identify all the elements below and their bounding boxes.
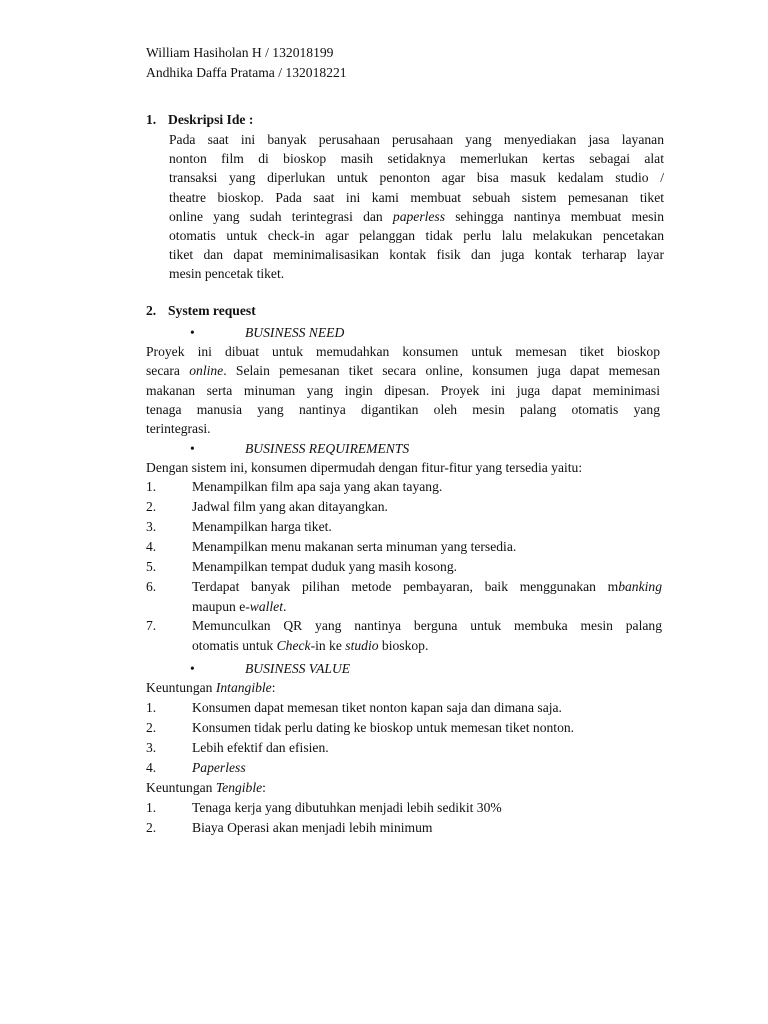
- section-1-number: 1.: [146, 112, 157, 127]
- list-item-text: Jadwal film yang akan ditayangkan.: [192, 499, 388, 514]
- list-item-number: 3.: [146, 519, 157, 534]
- bullet-icon: •: [190, 661, 195, 676]
- list-item-text: Paperless: [192, 760, 246, 775]
- list-item-text: Menampilkan menu makanan serta minuman yang tersedia.: [192, 539, 517, 554]
- list-item-text: Biaya Operasi akan menjadi lebih minimum: [192, 820, 433, 835]
- list-item-text: Terdapat banyak pilihan metode pembayaran, baik menggunakan mbanking maupun e-wallet.: [192, 579, 662, 614]
- list-item-number: 2.: [146, 499, 157, 514]
- list-item-number: 1.: [146, 700, 157, 715]
- list-item-number: 2.: [146, 820, 157, 835]
- paragraph-line: theatre bioskop. Pada saat ini kami membuat sebuah sistem pemesanan tiket: [169, 189, 664, 205]
- list-item-text: Tenaga kerja yang dibutuhkan menjadi lebih sedikit 30%: [192, 800, 502, 815]
- author-line-2: Andhika Daffa Pratama / 132018221: [146, 65, 347, 80]
- business-value-heading: [190, 659, 350, 679]
- list-item-number: 7.: [146, 618, 157, 633]
- paragraph-line: Pada saat ini banyak perusahaan perusahaan yang menyediakan jasa layanan: [169, 132, 664, 147]
- list-item-text: Lebih efektif dan efisien.: [192, 740, 329, 755]
- business-requirements-heading: [190, 439, 409, 459]
- section-2-number: 2.: [146, 303, 157, 318]
- list-item-number: 1.: [146, 800, 157, 815]
- paragraph-line: mesin pencetak tiket.: [169, 266, 285, 282]
- list-item-text: Menampilkan tempat duduk yang masih kosong.: [192, 559, 458, 574]
- paragraph-line: secara online. Selain pemesanan tiket secara online, konsumen juga dapat memesan: [146, 363, 660, 379]
- list-item-number: 6.: [146, 579, 157, 594]
- tangible-label: Keuntungan Tengible:: [146, 780, 266, 795]
- section-1-title: Deskripsi Ide :: [168, 112, 254, 127]
- business-value-title: BUSINESS VALUE: [245, 661, 351, 676]
- list-item-number: 3.: [146, 740, 157, 755]
- list-item-text: Memunculkan QR yang nantinya berguna untuk membuka mesin palang otomatis untuk Check-in ke studio bioskop.: [192, 618, 662, 653]
- paragraph-line: online yang sudah terintegrasi dan paperless sehingga nantinya membuat mesin: [169, 208, 665, 224]
- list-item-number: 4.: [146, 760, 157, 775]
- list-item-text: Konsumen tidak perlu dating ke bioskop untuk memesan tiket nonton.: [192, 720, 575, 735]
- bullet-icon: •: [190, 441, 195, 456]
- section-2-title: System request: [168, 303, 256, 318]
- section-1-heading: [146, 110, 253, 130]
- paragraph-line: Proyek ini dibuat untuk memudahkan konsumen untuk memesan tiket bioskop: [146, 344, 660, 359]
- paragraph-line: transaksi yang diperlukan untuk penonton agar bisa masuk kedalam studio /: [169, 170, 664, 186]
- list-item-number: 1.: [146, 479, 157, 494]
- paragraph-line: tiket dan dapat meminimalisasikan kontak fisik dan juga kontak terharap layar: [169, 247, 664, 263]
- business-requirements-title: BUSINESS REQUIREMENTS: [245, 441, 410, 456]
- list-item-number: 4.: [146, 539, 157, 554]
- list-item-number: 5.: [146, 559, 157, 574]
- paragraph-line: tenaga manusia yang nantinya digantikan oleh mesin palang otomatis yang: [146, 401, 660, 417]
- business-need-heading: [190, 323, 344, 343]
- list-item-number: 2.: [146, 720, 157, 735]
- list-item-text: Menampilkan harga tiket.: [192, 519, 332, 534]
- paragraph-line: makanan serta minuman yang ingin dipesan. Proyek ini juga dapat meminimasi: [146, 382, 660, 398]
- list-item-text: Menampilkan film apa saja yang akan tayang.: [192, 479, 443, 494]
- paragraph-line: nonton film di bioskop masih setidaknya memerlukan kertas sebagai alat: [169, 151, 664, 167]
- intangible-label: Keuntungan Intangible:: [146, 680, 276, 695]
- list-item-text: Konsumen dapat memesan tiket nonton kapan saja dan dimana saja.: [192, 700, 562, 715]
- paragraph-line: terintegrasi.: [146, 421, 211, 437]
- paragraph-line: otomatis untuk check-in agar pelanggan tidak perlu lalu melakukan pencetakan: [169, 228, 664, 243]
- business-requirements-intro: Dengan sistem ini, konsumen dipermudah dengan fitur-fitur yang tersedia yaitu:: [146, 460, 583, 475]
- bullet-icon: •: [190, 325, 195, 340]
- business-need-title: BUSINESS NEED: [245, 325, 345, 340]
- author-line-1: William Hasiholan H / 132018199: [146, 45, 334, 60]
- section-2-heading: [146, 301, 256, 321]
